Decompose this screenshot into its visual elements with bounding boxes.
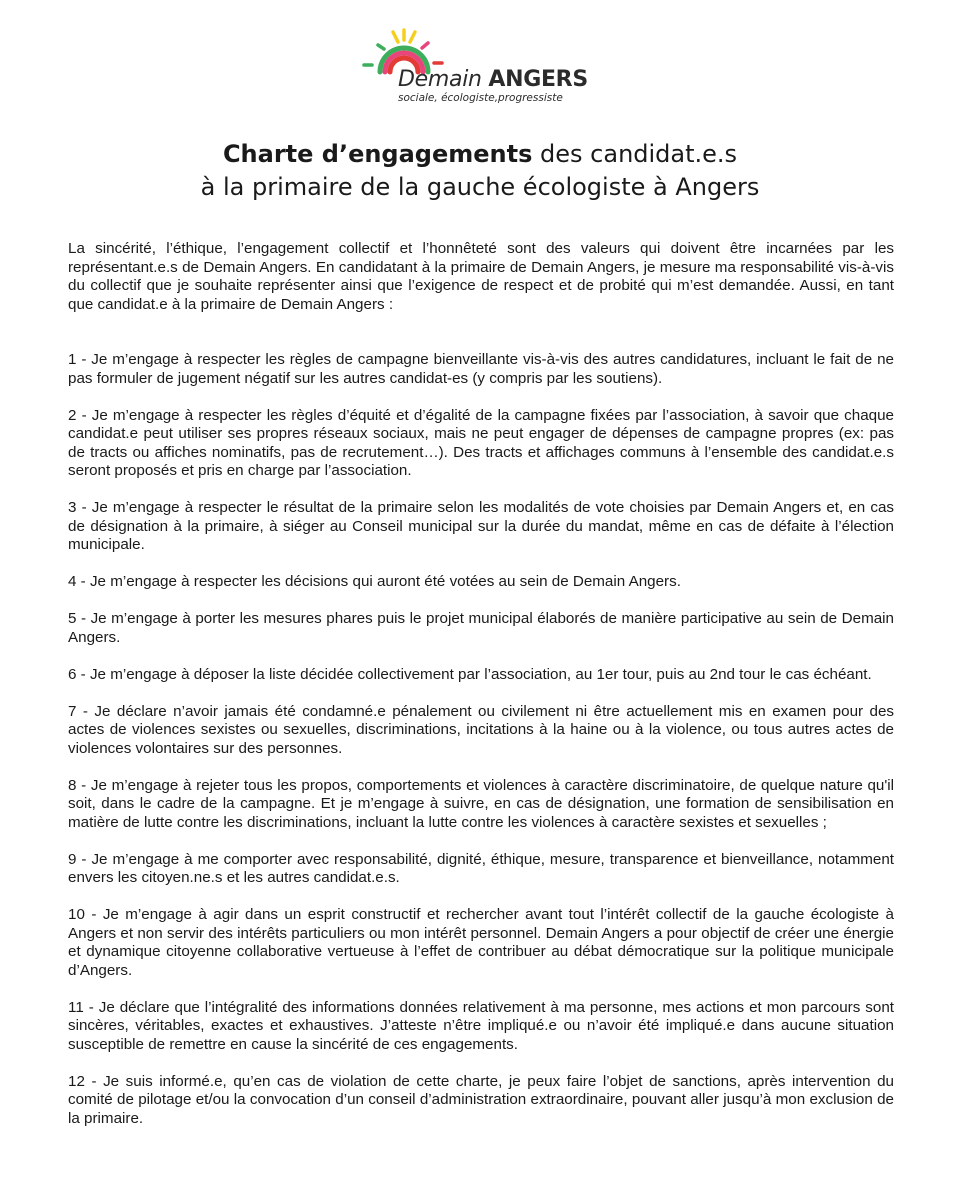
commitment-item: 1 - Je m’engage à respecter les règles de campagne bienveillante vis-à-vis des autres candidatures, incluant le fait de ne pas formuler de jugement négatif sur les autres candidat-es (y compris par les soutiens). xyxy=(68,351,894,387)
page-title xyxy=(40,138,920,204)
demain-angers-logo xyxy=(360,28,610,110)
commitment-item: 3 - Je m’engage à respecter le résultat de la primaire selon les modalités de vote choisies par Demain Angers et, en cas de désignation à la primaire, à siéger au Conseil municipal sur la durée du mandat, même en cas de défaite à l’élection municipale. xyxy=(68,499,894,553)
title-line1-rest: des candidat.e.s xyxy=(532,140,738,168)
commitment-item: 2 - Je m’engage à respecter les règles d’équité et d’égalité de la campagne fixées par l’association, à savoir que chaque candidat.e peut utiliser ses propres réseaux sociaux, mais ne peut engager de dépenses de campagne propres (ex: pas de tracts ou affiches nominatifs, pas de recrutement…). Des tracts et affichages communs à l’ensemble des candidat.e.s seront proposés et pris en charge par l’association. xyxy=(68,406,894,479)
commitment-item: 6 - Je m’engage à déposer la liste décidée collectivement par l’association, au 1er tour, puis au 2nd tour le cas échéant. xyxy=(68,665,872,683)
commitment-item: 5 - Je m’engage à porter les mesures phares puis le projet municipal élaborés de manière participative au sein de Demain Angers. xyxy=(68,610,894,646)
commitment-item: 11 - Je déclare que l’intégralité des informations données relativement à ma personne, mes actions et mon parcours sont sincères, véritables, exactes et exhaustives. J’atteste n’être impliqué.e ou n’avoir été impliqué.e dans aucune situation susceptible de remettre en cause la sincérité de ces engagements. xyxy=(68,998,894,1053)
logo-wordmark xyxy=(398,66,588,94)
commitment-item: 8 - Je m’engage à rejeter tous les propos, comportements et violences à caractère discriminatoire, de quelque nature qu'il soit, dans le cadre de la campagne. Et je m’engage à suivre, en cas de désignation, une formation de sensibilisation en matière de lutte contre les discriminations, incluant la lutte contre les violences à caractère sexistes et sexuelles ; xyxy=(68,776,894,831)
commitment-item: 9 - Je m’engage à me comporter avec responsabilité, dignité, éthique, mesure, transparence et bienveillance, notamment envers les citoyen.ne.s et les autres candidat.e.s. xyxy=(68,850,894,886)
logo-wordmark-angers: ANGERS xyxy=(488,67,588,92)
commitment-item: 4 - Je m’engage à respecter les décisions qui auront été votées au sein de Demain Angers. xyxy=(68,573,681,590)
commitment-item: 7 - Je déclare n’avoir jamais été condamné.e pénalement ou civilement ni être actuellement mis en examen pour des actes de violences sexistes ou sexuelles, discriminations, incitations à la haine ou à la violence, ou tous autres actes de violences volontaires sur des personnes. xyxy=(68,702,894,757)
commitment-item: 12 - Je suis informé.e, qu’en cas de violation de cette charte, je peux faire l’objet de sanctions, après intervention du comité de pilotage et/ou la convocation d’un conseil d’administration extraordinaire, pouvant aller jusqu’à mon exclusion de la primaire. xyxy=(68,1072,894,1127)
charter-body xyxy=(68,240,894,1147)
title-bold-part: Charte d’engagements xyxy=(222,140,533,168)
logo-wordmark-demain: Demain xyxy=(398,67,482,92)
logo-tagline: sociale, écologiste,progressiste xyxy=(398,92,563,104)
intro-paragraph: La sincérité, l’éthique, l’engagement collectif et l’honnêteté sont des valeurs qui doivent être incarnées par les représentant.e.s de Demain Angers. En candidatant à la primaire de Demain Angers, je mesure ma responsabilité vis-à-vis du collectif que je souhaite représenter ainsi que l’exigence de respect et de probité qui m’est demandée. Aussi, en tant que candidat.e à la primaire de Demain Angers : xyxy=(68,240,894,313)
title-line2: à la primaire de la gauche écologiste à Angers xyxy=(200,173,760,201)
commitment-item: 10 - Je m’engage à agir dans un esprit constructif et rechercher avant tout l’intérêt collectif de la gauche écologiste à Angers et non servir des intérêts particuliers ou mon intérêt personnel. Demain Angers a pour objectif de créer une énergie et dynamique citoyenne collaborative vertueuse à l’effet de contribuer au débat démocratique sur la politique municipale d’Angers. xyxy=(68,906,894,979)
